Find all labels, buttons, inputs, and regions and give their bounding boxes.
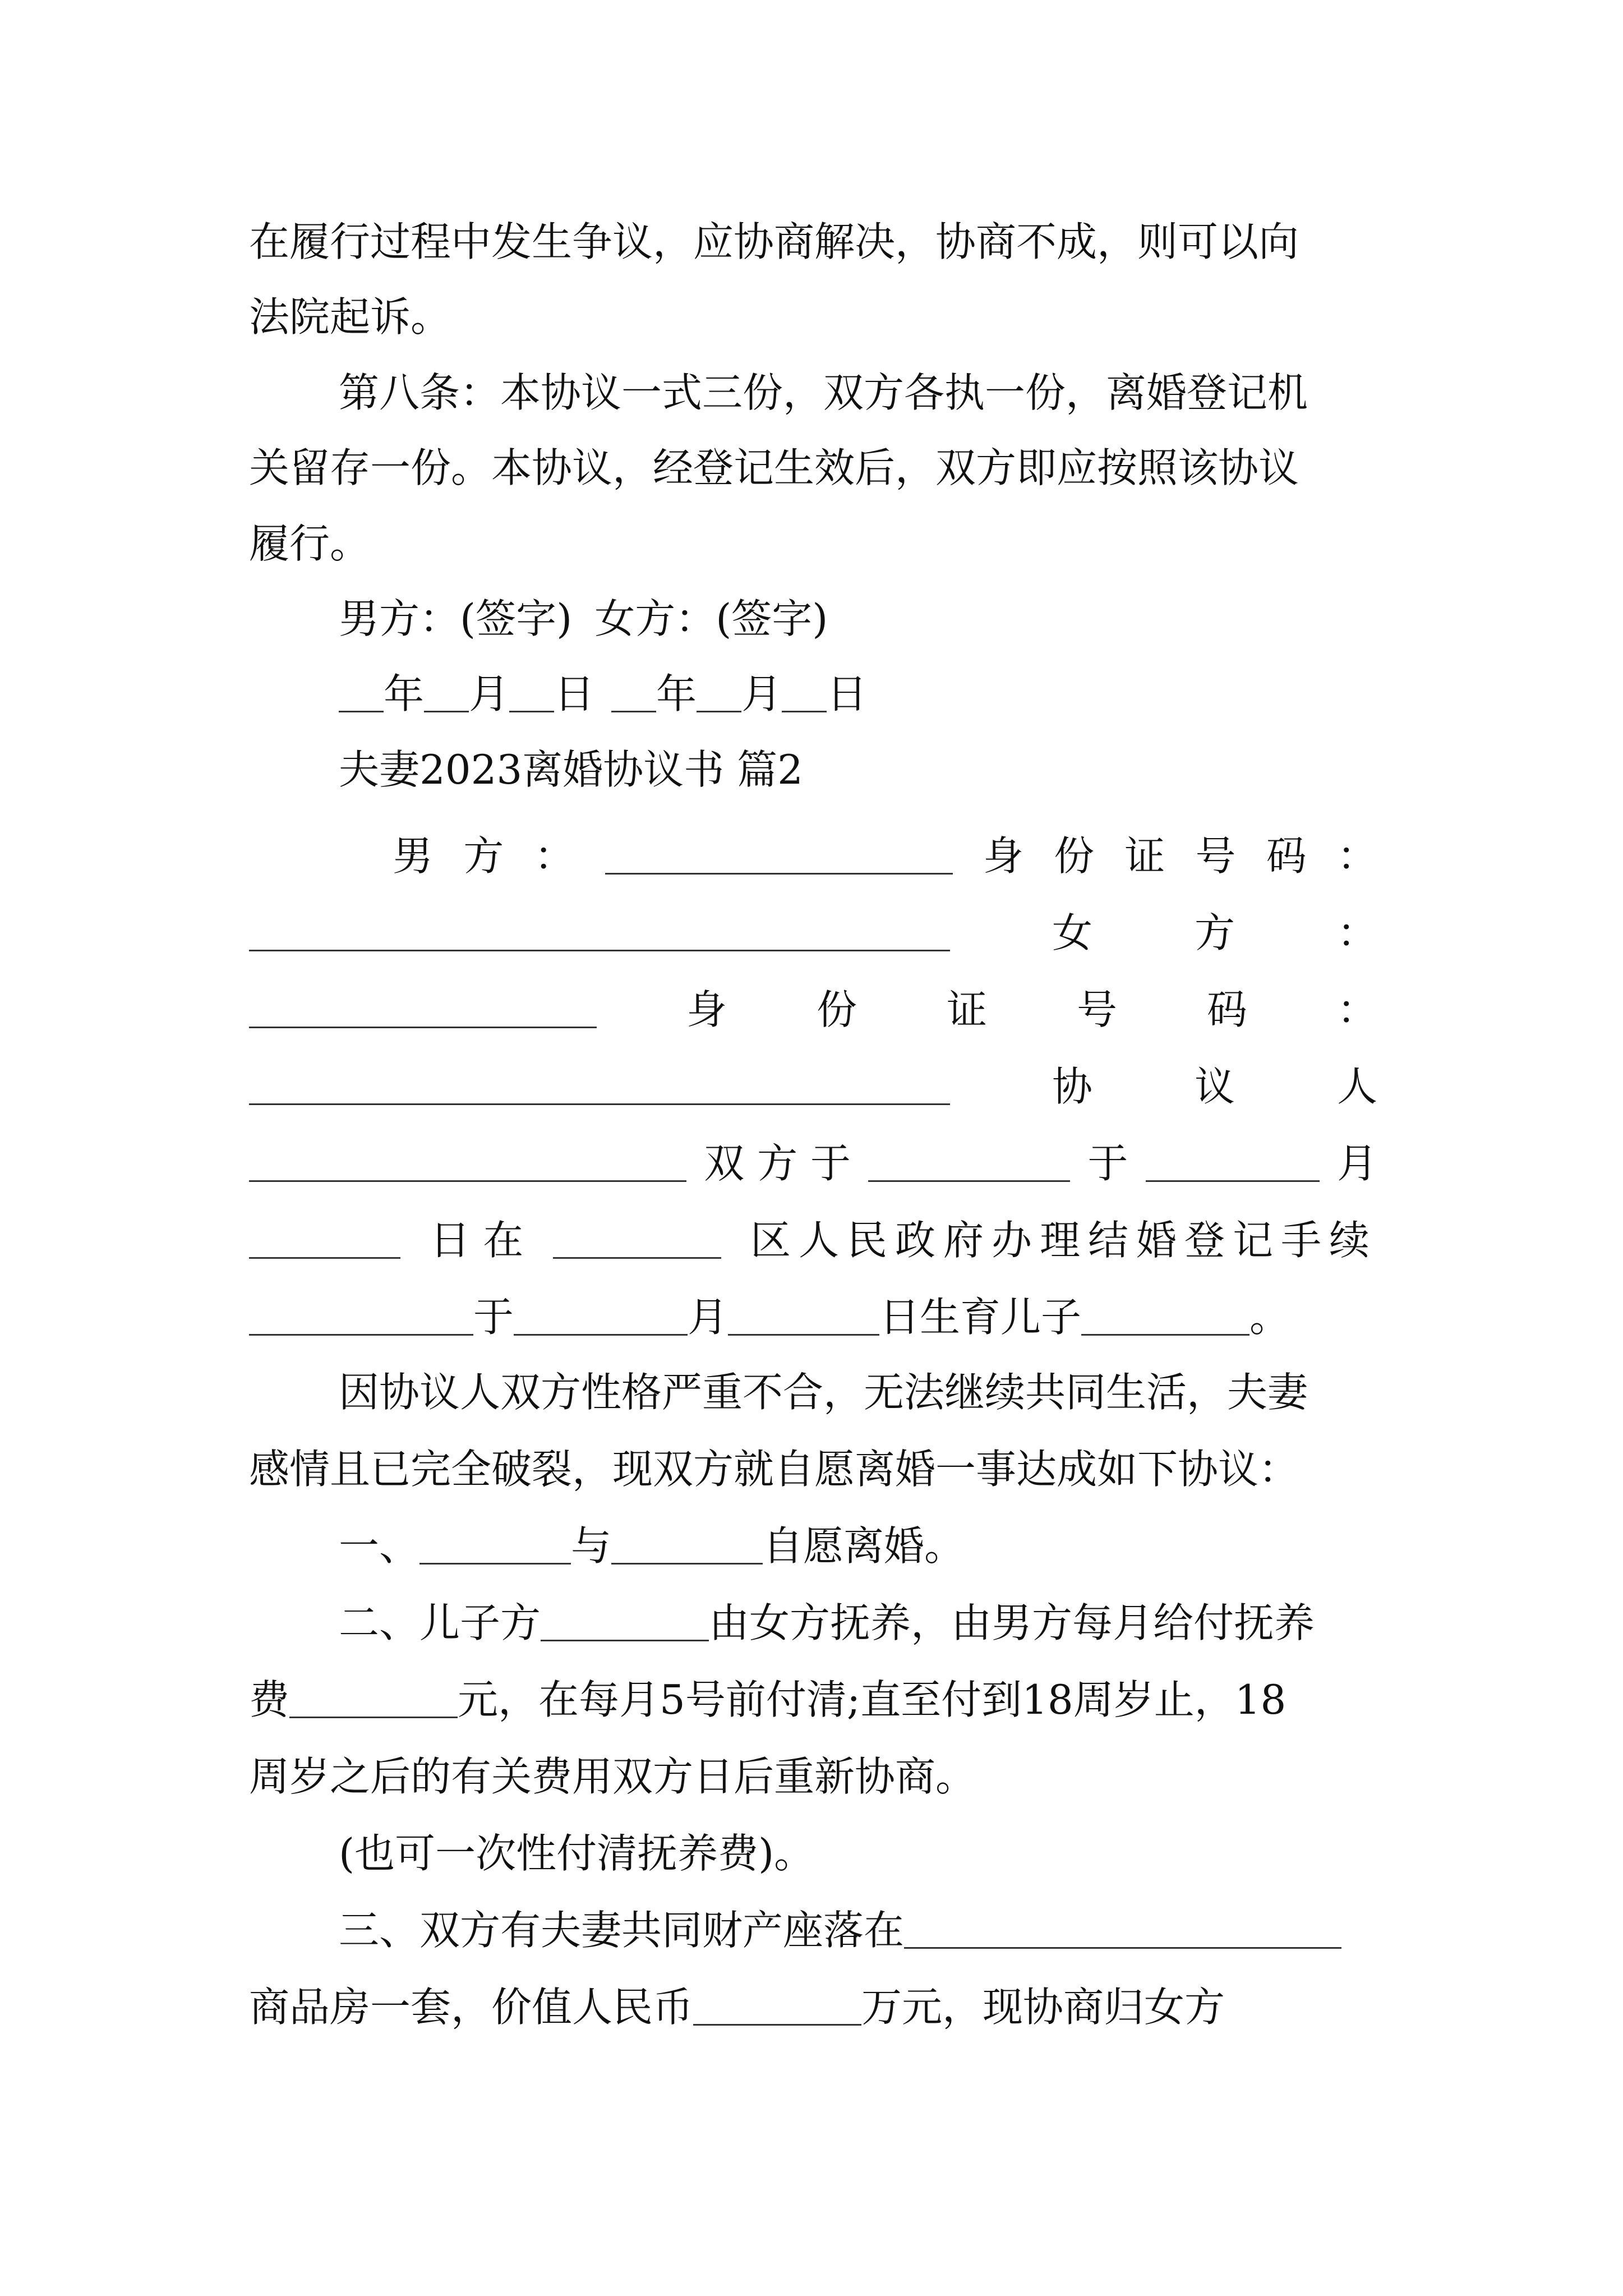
blank (1146, 1145, 1320, 1182)
text-fragment: 商品房一套，价值人民币 (249, 1984, 694, 2031)
text-char: 份 (816, 986, 857, 1033)
text-fragment: 二、儿子方 (339, 1599, 541, 1646)
text-fragment: 一、 (339, 1522, 420, 1570)
text-char: 份 (1054, 832, 1095, 880)
blank (514, 1299, 688, 1336)
date-line (339, 660, 1377, 728)
text-char: 方 (463, 832, 504, 880)
text-char: 方 (1194, 909, 1235, 956)
male-signature-label: 男方：(签字) (339, 595, 573, 642)
text-line: 感情且已完全破裂，现双方就自愿离婚一事达成如下协议： (249, 1446, 1299, 1493)
section-title: 夫妻2023离婚协议书 篇2 (339, 746, 803, 793)
date-year-label: 年 (656, 670, 697, 717)
text-fragment: 。 (1249, 1294, 1290, 1341)
blank (249, 1145, 686, 1182)
form-line-party (249, 1053, 1377, 1120)
text-line: 因协议人双方性格严重不合，无法继续共同生活，夫妻 (339, 1369, 1308, 1416)
blank (339, 676, 384, 712)
text-fragment: 月 (688, 1294, 728, 1341)
female-signature-label: 女方：(签字) (594, 595, 828, 642)
signature-line (339, 585, 1377, 652)
text-char: 号 (1195, 832, 1236, 880)
text-char: 男 (393, 832, 434, 880)
text-char: 证 (946, 986, 987, 1033)
text-fragment: 日生育儿子 (879, 1294, 1082, 1341)
text-fragment: 区人民政府办理结婚登记手续 (750, 1217, 1377, 1264)
blank (553, 1222, 721, 1259)
text-line: 在履行过程中发生争议，应协商解决，协商不成，则可以向 (249, 218, 1299, 265)
text-char: ： (1336, 909, 1377, 956)
date-month-label: 月 (469, 670, 510, 717)
blank (782, 676, 827, 712)
blank (868, 1145, 1070, 1182)
text-line: 关留存一份。本协议，经登记生效后，双方即应按照该协议 (249, 444, 1299, 491)
blank (611, 676, 656, 712)
text-char: 身 (686, 986, 727, 1033)
blank (697, 676, 741, 712)
blank (419, 1528, 571, 1565)
text-char: 协 (1052, 1063, 1092, 1110)
text-line: (也可一次性付清抚养费)。 (339, 1830, 815, 1877)
blank (1081, 1299, 1249, 1336)
text-char: 女 (1052, 909, 1092, 956)
blank (728, 1299, 879, 1336)
form-line-registration (249, 1207, 1377, 1274)
text-line: 履行。 (249, 520, 371, 567)
text-fragment: 万元，现协商归女方 (861, 1984, 1225, 2031)
clause-3-cont (249, 1973, 1377, 2041)
text-fragment: 费 (249, 1676, 290, 1723)
text-fragment: 元，在每月5号前付清;直至付到18周岁止，18 (458, 1676, 1287, 1723)
clause-2-cont (249, 1666, 1377, 1733)
date-year-label: 年 (384, 670, 425, 717)
text-fragment: 三、双方有夫妻共同财产座落在 (339, 1907, 905, 1954)
blank (249, 1299, 473, 1336)
form-line-female-id (249, 976, 1377, 1043)
text-char: 人 (1336, 1063, 1377, 1110)
form-line-birth (249, 1283, 1377, 1351)
date-day-label: 日 (827, 670, 868, 717)
blank (611, 1528, 763, 1565)
text-fragment: 于 (1087, 1140, 1128, 1187)
clause-1 (339, 1512, 1377, 1580)
date-month-label: 月 (741, 670, 782, 717)
text-char: 议 (1194, 1063, 1235, 1110)
text-char: ： (1336, 832, 1377, 880)
text-fragment: 双 方 于 (704, 1140, 851, 1187)
text-line: 第八条：本协议一式三份，双方各执一份，离婚登记机 (339, 369, 1308, 416)
text-line: 法院起诉。 (249, 293, 451, 341)
clause-3 (339, 1897, 1377, 1964)
text-fragment: 与 (571, 1522, 612, 1570)
male-name-blank (605, 838, 953, 875)
female-id-blank (249, 1069, 950, 1105)
blank (289, 1682, 458, 1718)
text-char: ： (534, 832, 575, 880)
male-id-blank (249, 915, 950, 951)
text-char: 号 (1076, 986, 1117, 1033)
text-fragment: 于 (473, 1294, 514, 1341)
blank (541, 1605, 709, 1641)
text-fragment: 自愿离婚。 (763, 1522, 965, 1570)
text-fragment: 日 在 (430, 1217, 524, 1264)
blank (424, 676, 469, 712)
female-name-blank (249, 992, 597, 1028)
text-fragment: 由女方抚养，由男方每月给付抚养 (709, 1599, 1315, 1646)
form-line-female (249, 899, 1377, 967)
text-char: 码 (1206, 986, 1247, 1033)
text-char: 码 (1266, 832, 1307, 880)
text-char: 证 (1124, 832, 1165, 880)
text-line: 周岁之后的有关费用双方日后重新协商。 (249, 1753, 976, 1800)
blank (693, 1989, 861, 2026)
text-char: 身 (983, 832, 1023, 880)
date-day-label: 日 (554, 670, 595, 717)
text-char: ： (1336, 986, 1377, 1033)
blank (904, 1912, 1341, 1949)
clause-2 (339, 1589, 1377, 1657)
text-fragment: 月 (1336, 1140, 1377, 1187)
form-line-male (393, 822, 1377, 890)
blank (249, 1222, 400, 1259)
blank (509, 676, 554, 712)
form-line-marriage-date (249, 1130, 1377, 1197)
